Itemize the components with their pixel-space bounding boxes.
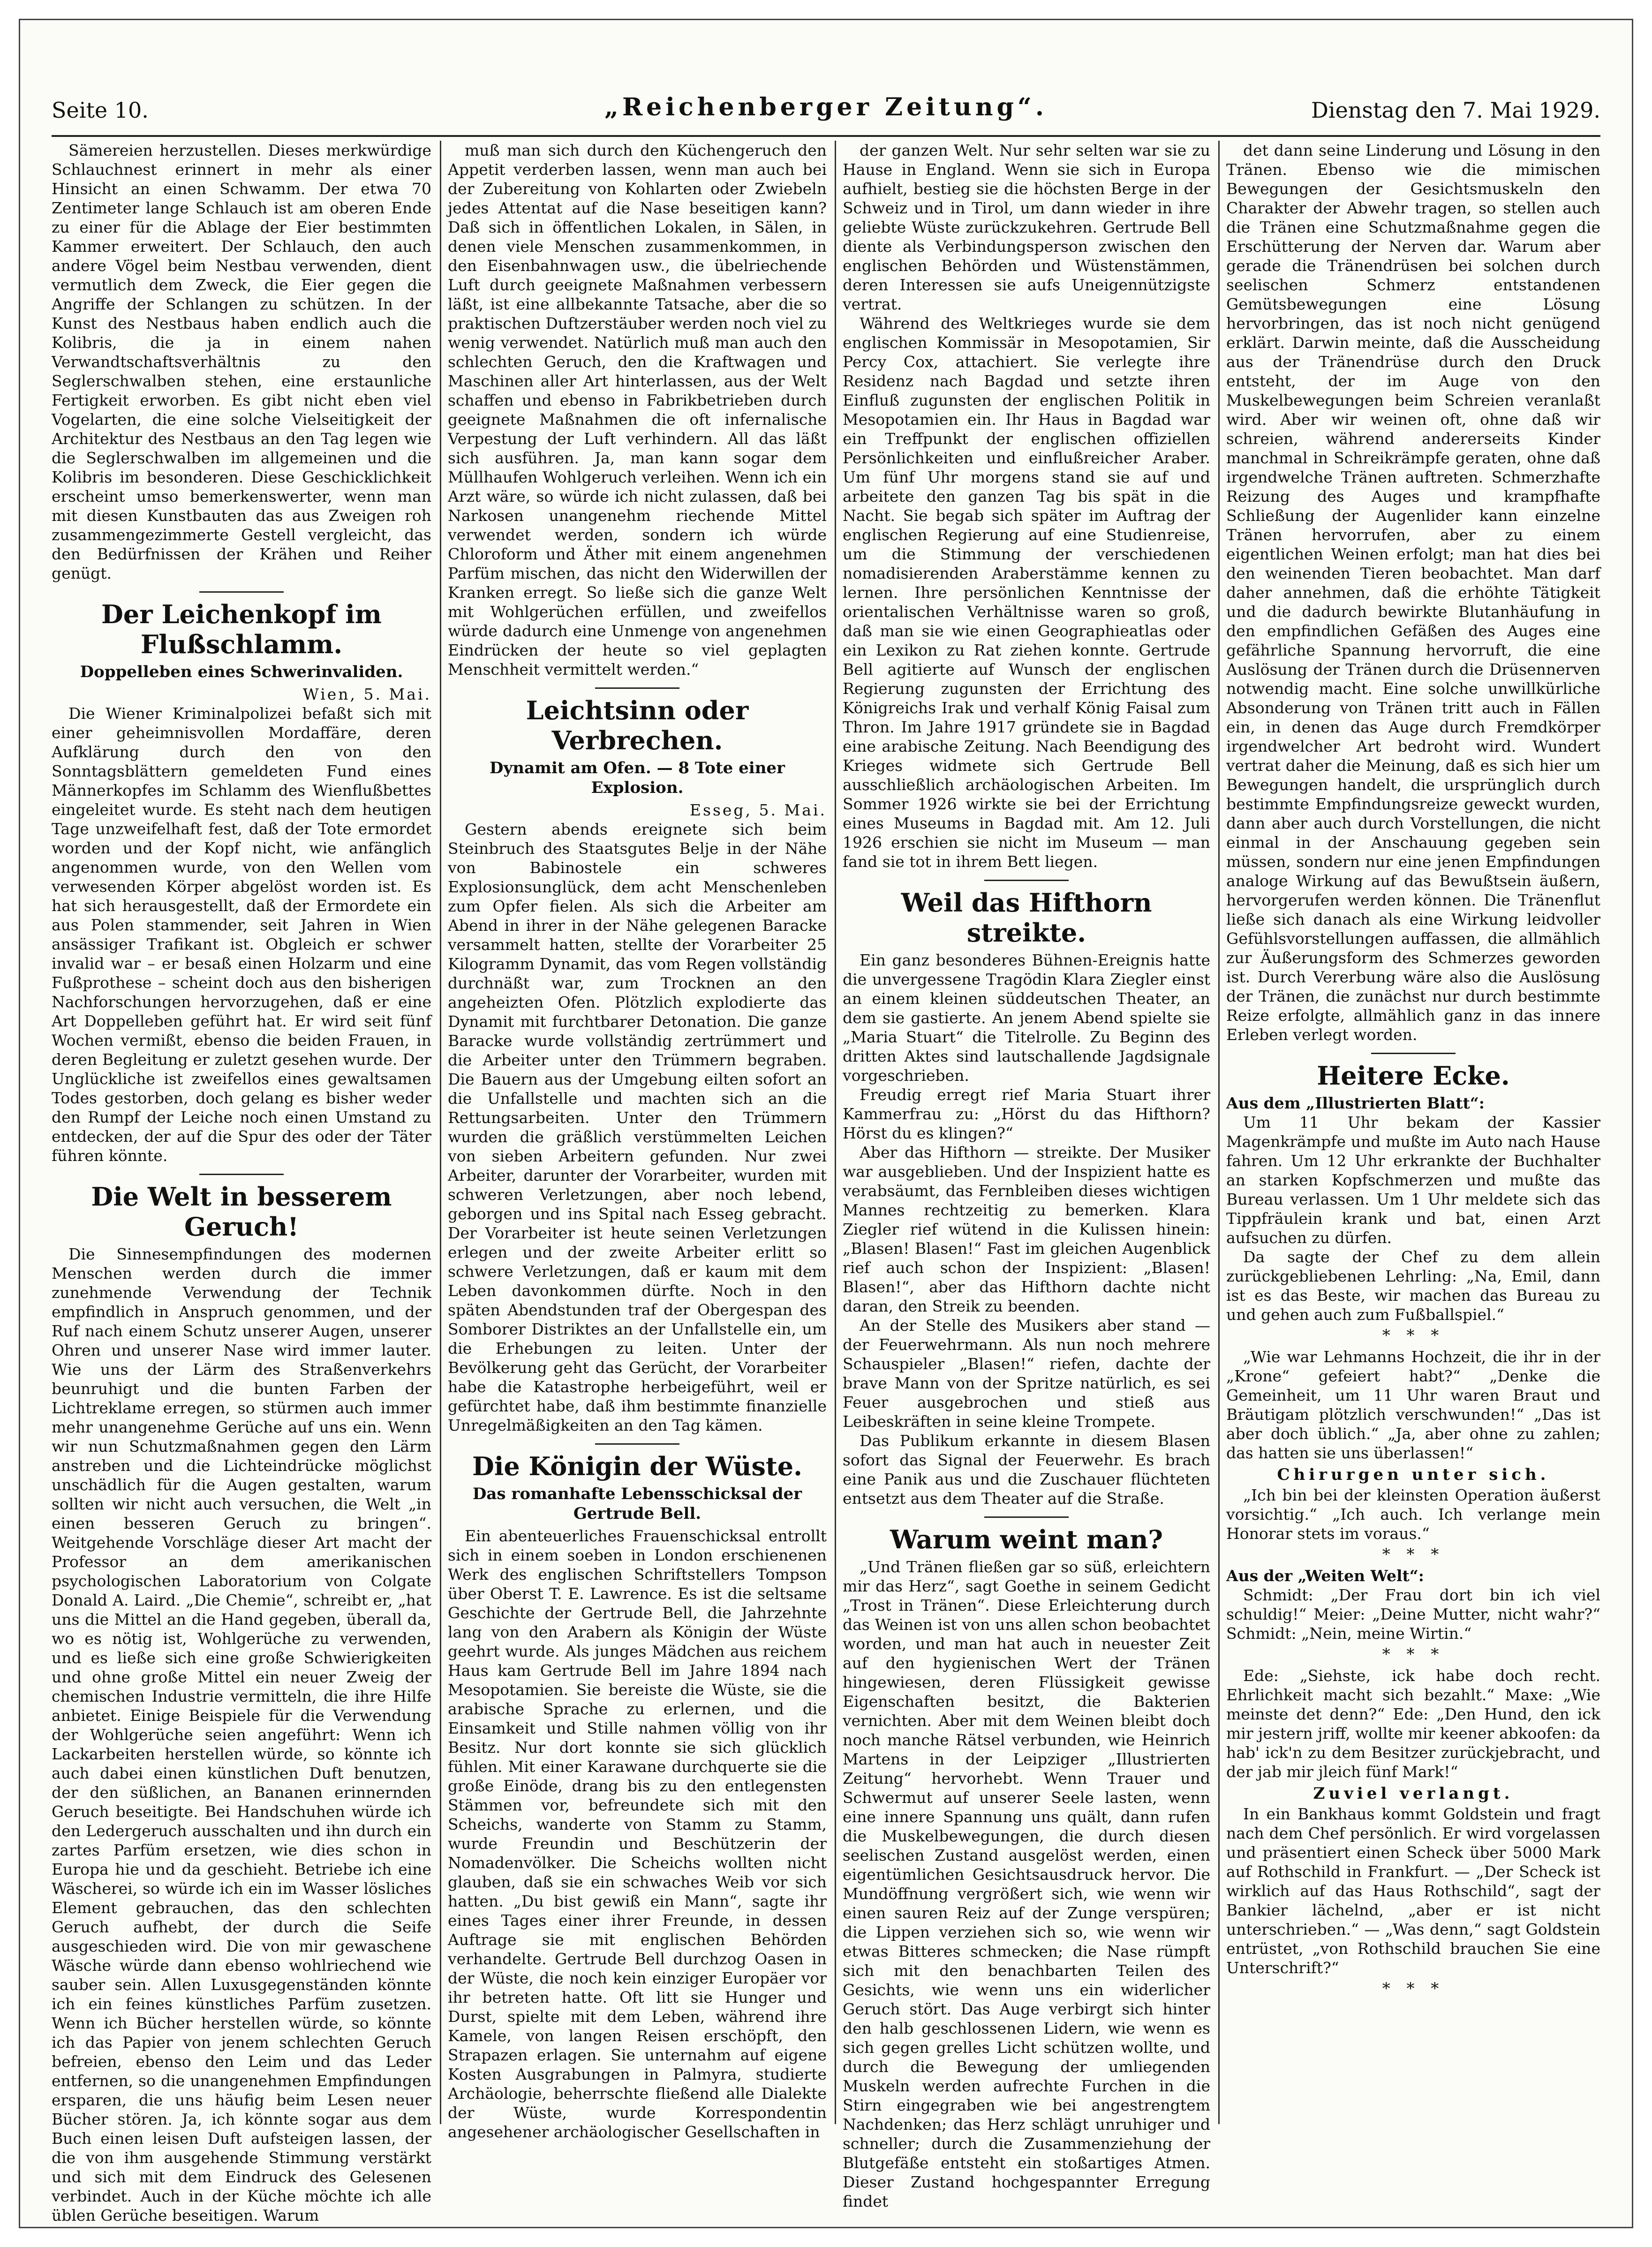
article-text: Ein ganz besonderes Bühnen-Ereignis hatte die unvergessene Tragödin Klara Ziegler einst an einem kleinen süddeutschen Theater, an dem sie gastierte. An jenem Abend spielte sie „Maria Stuart“ die Titelrolle. Zu Beginn des dritten Aktes sind lautschallende Jagdsignale vorgeschrieben. [843, 951, 1210, 1085]
article-headline: Heitere Ecke. [1317, 1061, 1510, 1091]
article-subheadline: Dynamit am Ofen. — 8 Tote einer Explosion. [490, 759, 785, 797]
separator [199, 591, 284, 593]
article-text: der ganzen Welt. Nur sehr selten war sie zu Hause in England. Wenn sie sich in Europa aufhielt, bestieg sie die höchsten Berge in der Schweiz und in Tirol, um dann wieder in ihre geliebte Wüste zurückzukehren. Gertrude Bell diente als Verbindungsperson zwischen den englischen Behörden und Wüstenstämmen, deren Interessen sie aufs Uneigennützigste vertrat. [843, 141, 1210, 313]
joke-text: Um 11 Uhr bekam der Kassier Magenkrämpfe und mußte im Auto nach Hause fahren. Um 12 Uhr erkrankte der Buchhalter an starken Kopfschmerzen und mußte das Bureau verlassen. Um 1 Uhr meldete sich das Tippfräulein krank und bat, einen Arzt aufsuchen zu dürfen. [1226, 1113, 1600, 1247]
article-text: Gestern abends ereignete sich beim Steinbruch des Staatsgutes Belje in der Nähe von Babinostele ein schweres Explosionsunglück, dem acht Menschenleben zum Opfer fielen. Als sich die Arbeiter am Abend in ihrer in der Nähe gelegenen Baracke versammelt hatten, stellte der Vorarbeiter 25 Kilogramm Dynamit, das vom Regen vollständig durchnäßt war, zum Trocknen an den angeheizten Ofen. Plötzlich explodierte das Dynamit mit furchtbarer Detonation. Die ganze Baracke wurde vollständig zertrümmert und die Arbeiter unter den Trümmern begraben. Die Bauern aus der Umgebung eilten sofort an die Unfallstelle und machten sich an die Rettungsarbeiten. Unter den Trümmern wurden die gräßlich verstümmelten Leichen von sieben Arbeitern gefunden. Nur zwei Arbeiter, darunter der Vorarbeiter, wurden mit schweren Verletzungen, aber noch lebend, geborgen und ins Spital nach Esseg gebracht. Der Vorarbeiter ist heute seinen Verletzungen erlegen und der zweite Arbeiter erlitt so schwere Verletzungen, daß er kaum mit dem Leben davonkommen dürfte. Noch in den späten Abendstunden traf der Obergespan des Somborer Distriktes an der Unfallstelle ein, um die Erhebungen zu leiten. Unter der Bevölkerung geht das Gerücht, der Vorarbeiter habe die Katastrophe herbeigeführt, weil er gefürchtet habe, daß ihm bestimmte finanzielle Unregelmäßigkeiten an den Tag kämen. [448, 820, 827, 1434]
article-text: Während des Weltkrieges wurde sie dem englischen Kommissär in Mesopotamien, Sir Percy Cox, attachiert. Sie verlegte ihre Residenz nach Bagdad und setzte ihren Einfluß zugunsten der englischen Politik in Mesopotamien ein. Ihr Haus in Bagdad war ein Treffpunkt der englischen offiziellen Persönlichkeiten und einflußreicher Araber. Um fünf Uhr morgens stand sie auf und arbeitete den ganzen Tag bis spät in die Nacht. Sie begab sich später im Auftrag der englischen Regierung auf eine Studienreise, um die Stimmung der verschiedenen nomadisierenden Araberstämme kennen zu lernen. Ihre persönlichen Kenntnisse der orientalischen Verhältnisse waren so groß, daß man sie wie einen Geographieatlas oder ein Lexikon zu Rat ziehen konnte. Gertrude Bell agitierte auf Wunsch der englischen Regierung zugunsten der Errichtung des Königreichs Irak und verhalf König Faisal zum Thron. Im Jahre 1917 gründete sie in Bagdad eine arabische Zeitung. Nach Beendigung des Krieges widmete sich Gertrude Bell ausschließlich archäologischen Arbeiten. Im Sommer 1926 wirkte sie bei der Errichtung eines Museums in Bagdad mit. Am 12. Juli 1926 erschien sie nicht im Museum — man fand sie tot in ihrem Bett liegen. [843, 314, 1210, 871]
joke-text: Ede: „Siehste, ick habe doch recht. Ehrlichkeit macht sich bezahlt.“ Maxe: „Wie meinste det denn?“ Ede: „Den Hund, den ick mir jestern jriff, wollte mir keener abkoofen: da hab' ick'n zu dem Besitzer zurückjebracht, und der jab mir jleich fünf Mark!“ [1226, 1666, 1600, 1781]
column-4 [1226, 141, 1600, 2124]
joke-title: Zuviel verlangt. [1313, 1784, 1514, 1803]
separator [199, 1174, 284, 1175]
header-rule [52, 135, 1600, 137]
page-number: Seite 10. [52, 98, 149, 123]
article-headline: Die Welt in besserem Geruch! [91, 1182, 392, 1242]
article-text: Aber das Hifthorn — streikte. Der Musiker war ausgeblieben. Und der Inspizient hatte es verabsäumt, das Fernbleiben dieses wichtigen Mannes rechtzeitig zu bemerken. Klara Ziegler rief wütend in die Kulissen hinein: „Blasen! Blasen!“ Fast im gleichen Augenblick rief auch schon der Inspizient: „Blasen! Blasen!“, aber das Hifthorn dachte nicht daran, den Streik zu beenden. [843, 1143, 1210, 1315]
star-separator: * * * [1382, 1326, 1445, 1345]
column-1 [52, 141, 431, 2224]
article-text: Das Publikum erkannte in diesem Blasen sofort das Signal der Feuerwehr. Es brach eine Panik aus und die Zuschauer flüchteten entsetzt aus dem Theater auf die Straße. [843, 1432, 1210, 1508]
joke-text: Da sagte der Chef zu dem allein zurückgebliebenen Lehrling: „Na, Emil, dann ist es das Beste, wir machen das Bureau zu und gehen auch zum Fußballspiel.“ [1226, 1248, 1600, 1324]
article-headline: Weil das Hifthorn streikte. [901, 888, 1152, 948]
article-text: „Und Tränen fließen gar so süß, erleichtern mir das Herz“, sagt Goethe in seinem Gedicht „Trost in Tränen“. Diese Erleichterung durch das Weinen ist von uns allen schon beobachtet worden, und man hat auch in neuester Zeit auf den hygienischen Wert der Tränen hingewiesen, deren Flüssigkeit gewisse Eigenschaften besitzt, die Bakterien vernichten. Aber mit dem Weinen bleibt doch noch manche Rätsel verbunden, wie Heinrich Martens in der Leipziger „Illustrierten Zeitung“ hervorhebt. Wenn Trauer und Schwermut auf unserer Seele lasten, wenn eine innere Spannung uns quält, dann rufen die Muskelbewegungen, die durch diesen seelischen Zustand ausgelöst werden, einen eigentümlichen Gesichtsausdruck hervor. Die Mundöffnung vergrößert sich, wie wenn wir einen sauren Reiz auf der Zunge verspüren; die Lippen verziehen sich so, wie wenn wir etwas Bitteres schmecken; die Nase rümpft sich mit den benachbarten Teilen des Gesichts, wie wenn uns ein widerlicher Geruch stört. Das Auge verbirgt sich hinter den halb geschlossenen Lidern, wie wenn es sich gegen grelles Licht schützen wollte, und durch die Bewegung der umliegenden Muskeln werden aufrechte Furchen in die Stirn eingegraben wie bei angestrengtem Nachdenken; das Herz schlägt unruhiger und schneller; durch die Zusammenziehung der Blutgefäße entsteht ein stoßartiges Atmen. Dieser Zustand hochgespannter Erregung findet [843, 1558, 1210, 2210]
article-text: Freudig erregt rief Maria Stuart ihrer Kammerfrau zu: „Hörst du das Hifthorn? Hörst du es klingen?“ [843, 1086, 1210, 1142]
dateline: Wien, 5. Mai. [302, 685, 431, 703]
separator [1371, 1053, 1456, 1054]
column-divider [835, 141, 836, 2124]
joke-text: Schmidt: „Der Frau dort bin ich viel schuldig!“ Meier: „Deine Mutter, nicht wahr?“ Schmidt: „Nein, meine Wirtin.“ [1226, 1586, 1600, 1643]
article-headline: Warum weint man? [890, 1524, 1163, 1554]
article-text: Ein abenteuerliches Frauenschicksal entrollt sich in einem soeben in London erschienenen Werk des englischen Schriftstellers Tompson über Oberst T. E. Lawrence. Es ist die seltsame Geschichte der Gertrude Bell, die Jahrzehnte lang von den Arabern als Königin der Wüste geehrt wurde. Als junges Mädchen aus reichem Haus kam Gertrude Bell im Jahre 1894 nach Mesopotamien. Sie bereiste die Wüste, sie die arabische Sprache zu erlernen, und die Einsamkeit und Stille nahmen völlig von ihr Besitz. Nur dort konnte sie sich glücklich fühlen. Mit einer Karawane durchquerte sie die große Einöde, drang bis zu den entlegensten Stämmen vor, befreundete sich mit den Scheichs, wanderte von Stamm zu Stamm, wurde Freundin und Beschützerin der Nomadenvölker. Die Scheichs wollten nicht glauben, daß sie ein schwaches Weib vor sich hatten. „Du bist gewiß ein Mann“, sagte ihr eines Tages einer ihrer Freunde, in dessen Auftrage sie mit englischen Behörden verhandelte. Gertrude Bell durchzog Oasen in der Wüste, die noch kein einziger Europäer vor ihr betreten hatte. Oft litt sie Hunger und Durst, spielte mit dem Leben, während ihre Kamele, von langen Reisen erschöpft, den Strapazen erlagen. Sie unternahm auf eigene Kosten Ausgrabungen in Palmyra, studierte Archäologie, beherrschte fließend alle Dialekte der Wüste, wurde Korrespondentin angesehener archäologischer Gesellschaften in [448, 1527, 827, 2141]
article-text: Die Wiener Kriminalpolizei befaßt sich mit einer geheimnisvollen Mordaffäre, deren Aufklärung durch den von den Sonntagsblättern gemeldeten Fund eines Männerkopfes im Schlamm des Wienflußbettes eingeleitet wurde. Es steht nach dem heutigen Tage unzweifelhaft fest, daß der Tote ermordet worden und der Kopf nicht, wie anfänglich angenommen wurde, von den Wellen vom verwesenden Körper abgelöst worden ist. Es hat sich herausgestellt, daß der Ermordete ein aus Polen stammender, seit Jahren in Wien ansässiger Trafikant ist. Obgleich er schwer invalid war – er besaß einen Holzarm und eine Fußprothese – scheint doch aus den bisherigen Nachforschungen hervorzugehen, daß er eine Art Doppelleben geführt hat. Er wird seit fünf Wochen vermißt, ebenso die beiden Frauen, in deren Begleitung er zuletzt gesehen wurde. Der Unglückliche ist zweifellos eines gewaltsamen Todes gestorben, doch gelang es bisher weder den Rumpf der Leiche noch einen Umstand zu entdecken, der auf die Spur des oder der Täter führen könnte. [52, 704, 431, 1165]
joke-title: Chirurgen unter sich. [1277, 1465, 1550, 1484]
separator [595, 1443, 679, 1445]
article-text: muß man sich durch den Küchengeruch den Appetit verderben lassen, wenn man auch bei der Zubereitung von Kohlarten oder Zwiebeln jedes Attentat auf die Nase beseitigen kann? Daß sich in öffentlichen Lokalen, in Sälen, in denen viele Menschen zusammenkommen, in den Eisenbahnwagen usw., die übelriechende Luft durch geeignete Maßnahmen verbessern läßt, ist eine allbekannte Tatsache, aber die so praktischen Duftzerstäuber werden noch viel zu wenig verwendet. Natürlich muß man auch den schlechten Geruch, den die Kraftwagen und Maschinen aller Art hinterlassen, aus der Welt schaffen und ebenso in Fabrikbetrieben durch geeignete Maßnahmen die oft infernalische Verpestung der Luft verhindern. All das läßt sich ausführen. Ja, man kann sogar dem Müllhaufen Wohlgeruch verleihen. Wenn ich ein Arzt wäre, so würde ich nicht zulassen, daß bei Narkosen unangenehm riechende Mittel verwendet werden, sondern ich würde Chloroform und Äther mit einem angenehmen Parfüm mischen, das nicht den Widerwillen der Kranken erregt. So ließe sich die ganze Welt mit Wohlgerüchen erfüllen, und zweifellos würde dadurch eine Unmenge von angenehmen Eindrücken der heute so viel geplagten Menschheit vermittelt werden.“ [448, 141, 827, 679]
star-separator: * * * [1382, 1979, 1445, 1998]
article-headline: Der Leichenkopf im Flußschlamm. [101, 599, 382, 659]
column-divider [440, 141, 441, 2124]
separator [984, 1516, 1069, 1518]
star-separator: * * * [1382, 1645, 1445, 1664]
section-label: Aus der „Weiten Welt“: [1226, 1567, 1424, 1585]
joke-text: In ein Bankhaus kommt Goldstein und fragt nach dem Chef persönlich. Er wird vorgelassen und präsentiert einen Scheck über 5000 Mark auf Rothschild in Frankfurt. — „Der Scheck ist wirklich auf das Haus Rothschild“, sagt der Bankier lächelnd, „aber er ist nicht unterschrieben.“ — „Was denn,“ sagt Goldstein entrüstet, „von Rothschild brauchen Sie eine Unterschrift?“ [1226, 1805, 1600, 1977]
dateline: Esseg, 5. Mai. [689, 801, 827, 819]
article-text: Die Sinnesempfindungen des modernen Menschen werden durch die immer zunehmende Verwendung der Technik empfindlich in Anspruch genommen, und der Ruf nach einem Schutz unserer Augen, unserer Ohren und unserer Nase wird immer lauter. Wie uns der Lärm des Straßenverkehrs beunruhigt und die bunten Farben der Lichtreklame erregen, so stürmen auch immer mehr unangenehme Gerüche auf uns ein. Wenn wir nun Schutzmaßnahmen gegen den Lärm anstreben und die Lichteindrücke möglichst unschädlich für die Augen gestalten, warum sollten wir nicht auch versuchen, die Welt „in einen besseren Geruch zu bringen“. Weitgehende Vorschläge dieser Art macht der Professor an dem amerikanischen psychologischen Laboratorium von Colgate Donald A. Laird. „Die Chemie“, schreibt er, „hat uns die Mittel an die Hand gegeben, überall da, wo es nötig ist, Wohlgerüche zu verwenden, und es ließe sich eine große Schwierigkeiten und ohne große Mittel ein neuer Zweig der chemischen Industrie vermitteln, die ihre Hilfe anbietet. Einige Beispiele für die Verwendung der Wohlgerüche seien angeführt: Wenn ich Lackarbeiten herstellen würde, so könnte ich auch dabei einen künstlichen Duft benutzen, der den süßlichen, an Bananen erinnernden Geruch beseitigte. Bei Handschuhen würde ich den Ledergeruch ausschalten und ihn durch ein zartes Parfüm ersetzen, wie dies schon in Europa hie und da geschieht. Betriebe ich eine Wäscherei, so würde ich ein im Wasser lösliches Element gebrauchen, das den schlechten Geruch aufhebt, der durch die Seife ausgeschieden wird. Die von mir gewaschene Wäsche würde dann ebenso wohlriechend wie sauber sein. Allen Luxusgegenständen könnte ich ein feines künstliches Parfüm zusetzen. Wenn ich Bücher herstellen würde, so könnte ich das Papier von jenem schlechten Geruch befreien, ebenso den Leim und das Leder entfernen, so die unangenehmen Empfindungen ersparen, die uns häufig beim Lesen neuer Bücher stören. Ja, ich könnte sogar aus dem Buch einen leisen Duft aufsteigen lassen, der die von ihm ausgehende Stimmung verstärkt und sich mit dem Eindruck des Gelesenen verbindet. Auch in der Küche möchte ich alle üblen Gerüche beseitigen. Warum [52, 1245, 431, 2224]
joke-text: „Wie war Lehmanns Hochzeit, die ihr in der „Krone“ gefeiert habt?“ „Denke die Gemeinheit, um 11 Uhr waren Braut und Bräutigam plötzlich verschwunden!“ „Das ist aber doch üblich.“ „Ja, aber ohne zu zahlen; das hatten sie uns überlassen!“ [1226, 1348, 1600, 1462]
article-headline: Die Königin der Wüste. [472, 1451, 802, 1481]
article-subheadline: Das romanhafte Lebensschicksal der Gertrude Bell. [472, 1485, 802, 1523]
article-text: det dann seine Linderung und Lösung in den Tränen. Ebenso wie die mimischen Bewegungen der Gesichtsmuskeln den Charakter der Abwehr tragen, so stellen auch die Tränen eine Schutzmaßnahme gegen die Erschütterung der Nerven dar. Warum aber gerade die Tränendrüsen bei solchen durch seelischen Schmerz entstandenen Gemütsbewegungen eine Lösung hervorbringen, das ist noch nicht genügend erklärt. Darwin meinte, daß die Ausscheidung aus der Tränendrüse durch den Druck entsteht, der im Auge von den Muskelbewegungen beim Schreien veranlaßt wird. Aber wir weinen oft, ohne daß wir schreien, während andererseits Kinder manchmal in Schreikrämpfe geraten, ohne daß irgendwelche Tränen auftreten. Schmerzhafte Reizung des Auges und krampfhafte Schließung der Augenlider kann einzelne Tränen hervorrufen, aber zu einem eigentlichen Weinen erfolgt; man hat dies bei den weinenden Tieren beobachtet. Man darf daher annehmen, daß die erhöhte Tätigkeit und die dadurch bewirkte Blutanhäufung in den empfindlichen Gefäßen des Auges eine gefährliche Spannung hervorruft, die eine Auslösung der Tränen durch die Drüsennerven notwendig macht. Eine solche unwillkürliche Absonderung von Tränen tritt auch in Fällen ein, in denen das Auge durch Fremdkörper irgendwelcher Art bedroht wird. Wundert vertrat daher die Meinung, daß es sich hier um Bewegungen handelt, die ursprünglich durch bestimmte Empfindungsreize geweckt wurden, dann aber auch durch Vorstellungen, die nicht einmal in der Anschauung gegeben sein müssen, sondern nur eine jenen Empfindungen analoge Wirkung auf das Bewußtsein äußern, hervorgerufen werden können. Die Tränenflut ließe sich danach als eine Wirkung leidvoller Gefühlsvorstellungen auffassen, die allmählich zur Äußerungsform des Schmerzes geworden ist. Durch Vererbung wäre also die Auslösung der Tränen, die zunächst nur durch bestimmte Reize erfolgte, allmählich ganz in das innere Erleben verlegt worden. [1226, 141, 1600, 1044]
column-2 [448, 141, 827, 2141]
star-separator: * * * [1382, 1545, 1445, 1564]
issue-date: Dienstag den 7. Mai 1929. [1311, 98, 1600, 123]
separator [984, 880, 1069, 881]
column-3 [843, 141, 1210, 2210]
article-subheadline: Doppelleben eines Schwerinvaliden. [80, 663, 403, 681]
article-text: Sämereien herzustellen. Dieses merkwürdige Schlauchnest erinnert in mehr als einer Hinsicht an einen Schwamm. Der etwa 70 Zentimeter lange Schlauch ist am oberen Ende zu einer für die Ablage der Eier bestimmten Kammer erweitert. Der Schlauch, den auch andere Vögel beim Nestbau verwenden, dient vermutlich dem Zweck, die Eier gegen die Angriffe der Schlangen zu schützen. In der Kunst des Nestbaus haben endlich auch die Kolibris, die ja in einem nahen Verwandtschaftsverhältnis zu den Seglerschwalben stehen, eine erstaunliche Fertigkeit erworben. Es gibt nicht eben viel Vogelarten, die eine solche Vielseitigkeit der Architektur des Nestbaus an den Tag legen wie die Seglerschwalben im allgemeinen und die Kolibris im besonderen. Diese Geschicklichkeit erscheint umso bemerkenswerter, wenn man mit diesen Kunstbauten das aus Zweigen roh zusammengezimmerte Gestell vergleicht, das den Bedürfnissen der Krähen und Reiher genügt. [52, 141, 431, 582]
page-header [52, 88, 1600, 130]
joke-text: „Ich bin bei der kleinsten Operation äußerst vorsichtig.“ „Ich auch. Ich verlange mein Honorar stets im voraus.“ [1226, 1486, 1600, 1543]
newspaper-title: „Reichenberger Zeitung“. [604, 93, 1048, 121]
article-text: An der Stelle des Musikers aber stand — der Feuerwehrmann. Als nun noch mehrere Schauspieler „Blasen!“ riefen, dachte der brave Mann von der Spritze natürlich, es sei Feuer ausgebrochen und stieß aus Leibeskräften in seine kleine Trompete. [843, 1316, 1210, 1431]
column-divider [1218, 141, 1220, 2124]
article-headline: Leichtsinn oder Verbrechen. [526, 695, 749, 755]
section-label: Aus dem „Illustrierten Blatt“: [1226, 1094, 1485, 1112]
separator [595, 687, 679, 689]
